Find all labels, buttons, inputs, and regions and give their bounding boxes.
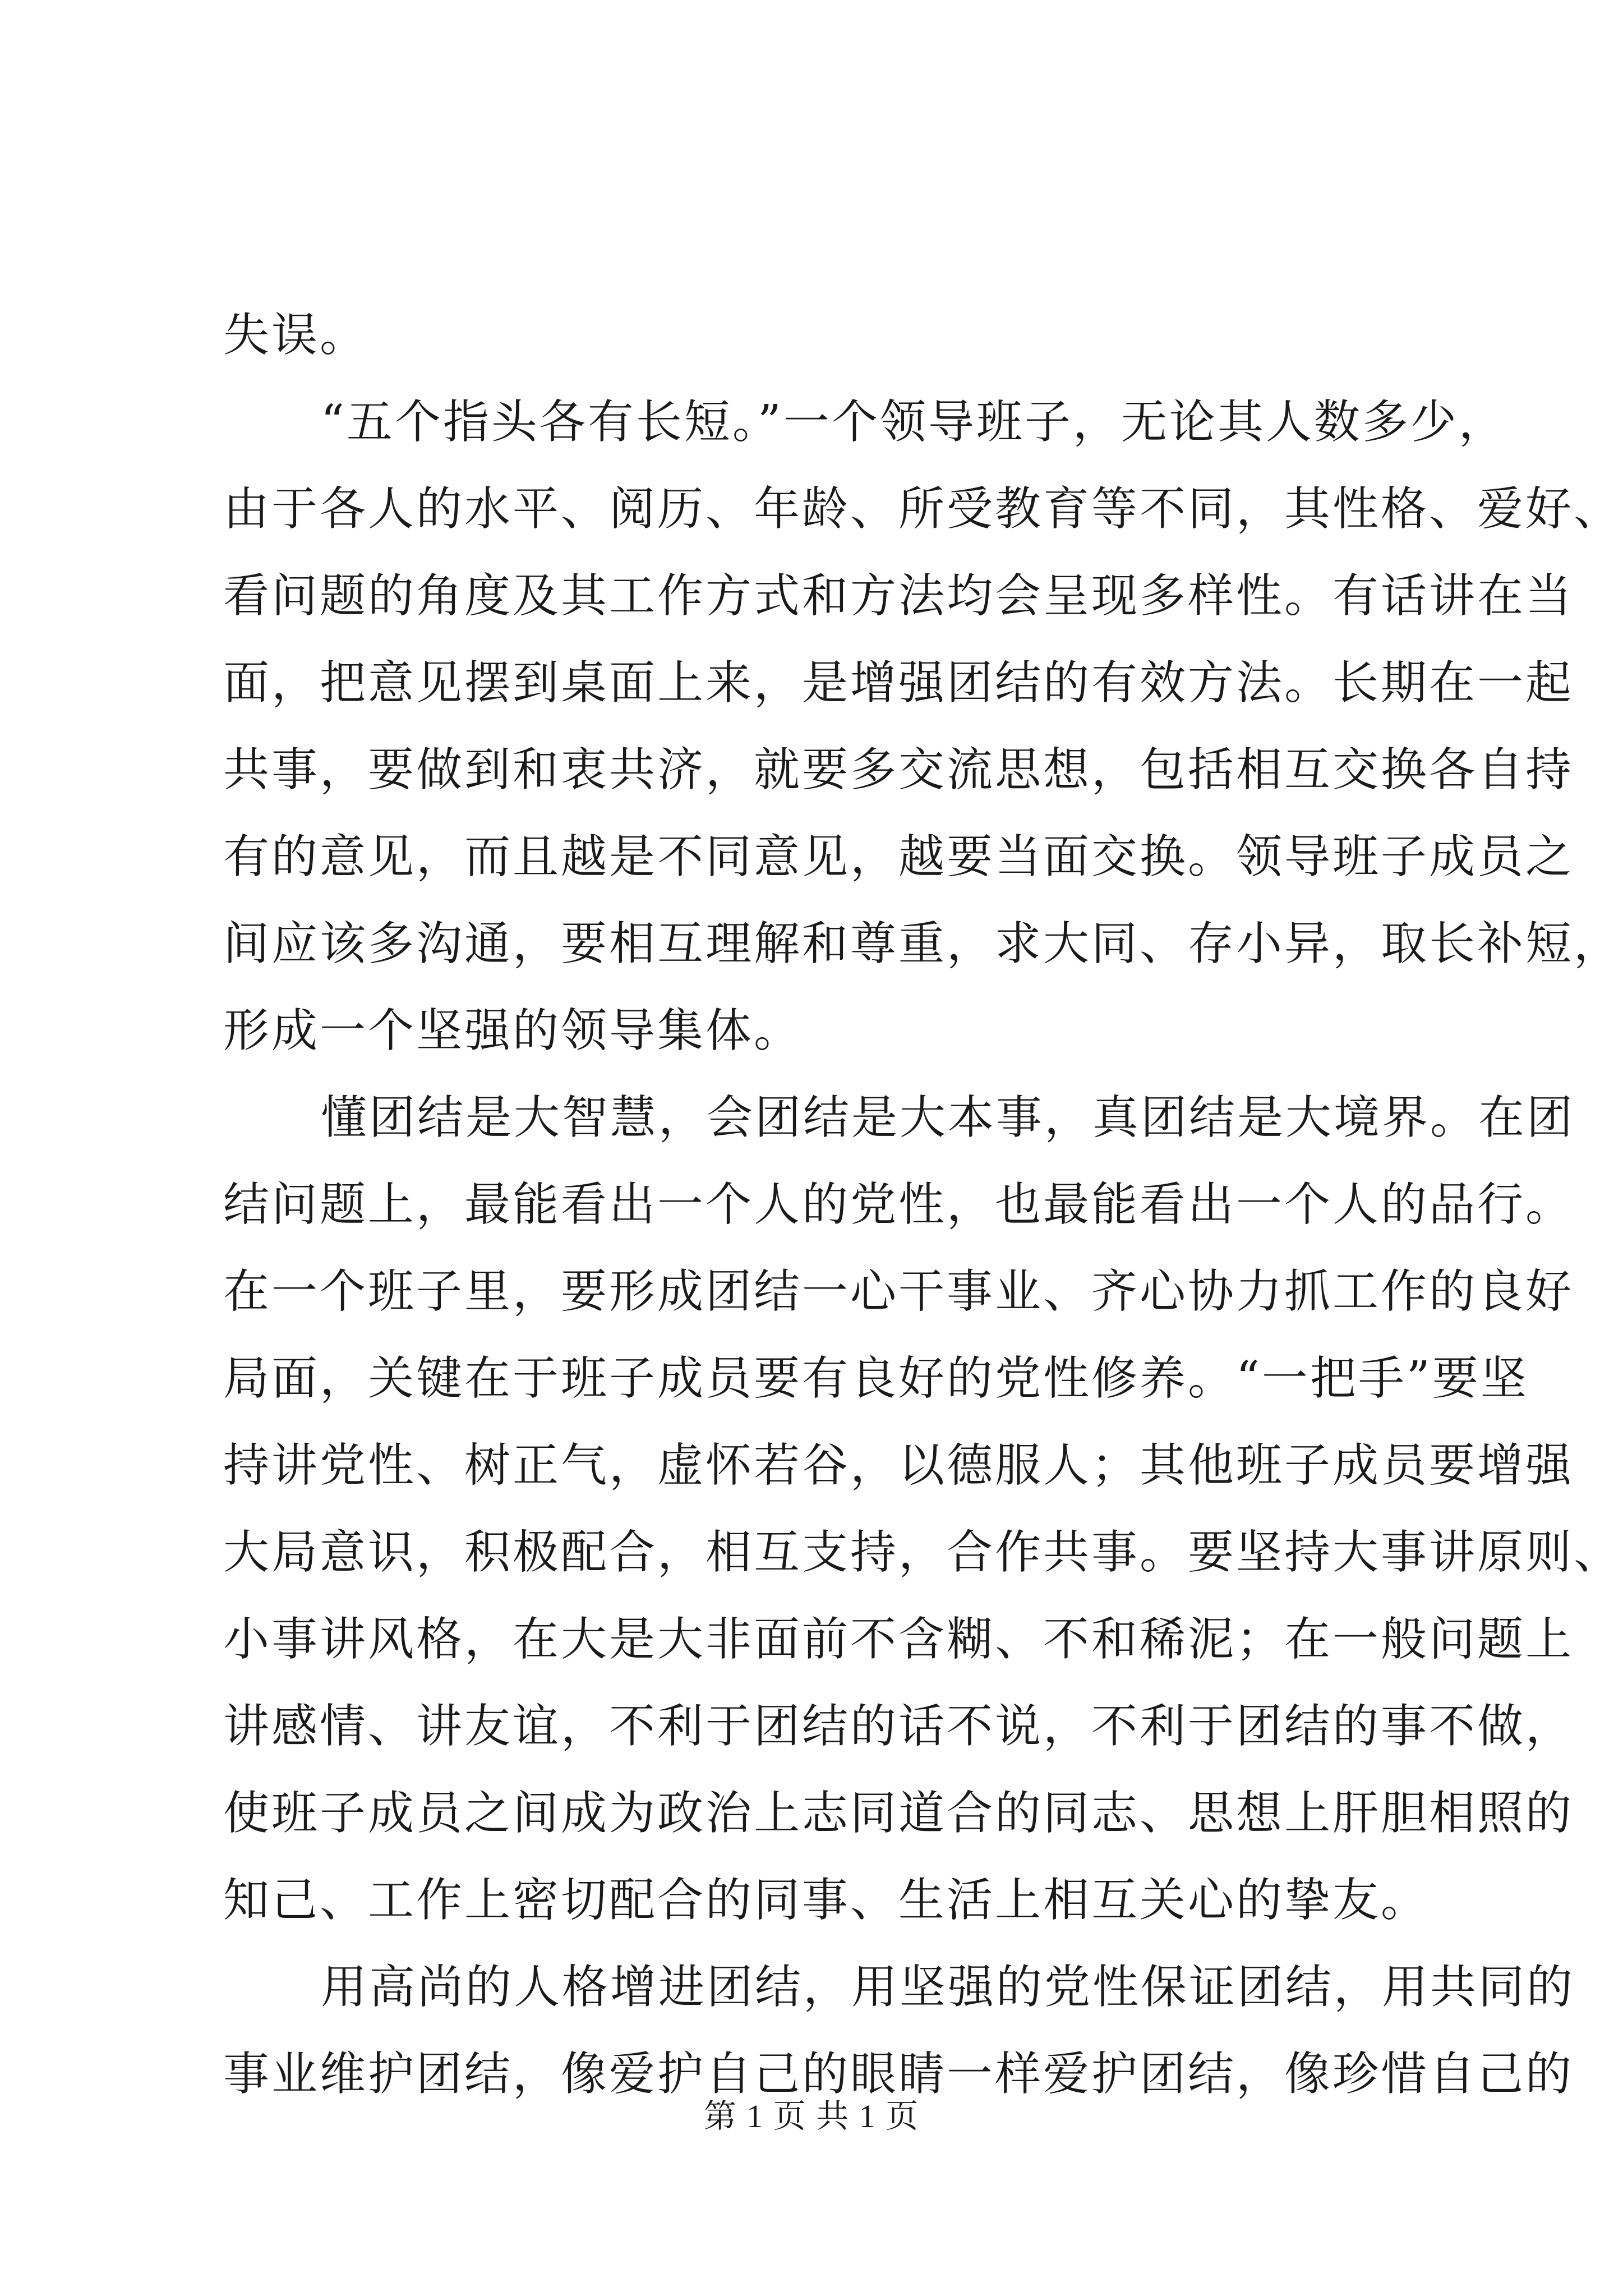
text-line: 面，把意见摆到桌面上来，是增强团结的有效方法。长期在一起 xyxy=(223,656,1574,710)
document-body xyxy=(223,292,1622,2118)
text-line: 形成一个坚强的领导集体。 xyxy=(223,1004,803,1057)
text-line: 讲感情、讲友谊，不利于团结的话不说，不利于团结的事不做， xyxy=(223,1700,1574,1753)
text-line: 在一个班子里，要形成团结一心干事业、齐心协力抓工作的良好 xyxy=(223,1265,1574,1318)
text-line: 失误。 xyxy=(223,309,368,362)
paragraph xyxy=(223,1074,1622,1944)
text-line: 知己、工作上密切配合的同事、生活上相互关心的挚友。 xyxy=(223,1874,1430,1927)
text-line: 间应该多沟通，要相互理解和尊重，求大同、存小异，取长补短， xyxy=(223,917,1622,970)
text-line: 共事，要做到和衷共济，就要多交流思想，包括相互交换各自持 xyxy=(223,743,1574,797)
page-number-label: 第 1 页 共 1 页 xyxy=(703,2098,920,2134)
paragraph xyxy=(223,379,1622,1074)
paragraph xyxy=(223,292,1423,379)
text-line: 事业维护团结，像爱护自己的眼睛一样爱护团结，像珍惜自己的 xyxy=(223,2047,1574,2101)
text-line: 由于各人的水平、阅历、年龄、所受教育等不同，其性格、爱好、 xyxy=(223,482,1622,536)
text-line: 大局意识，积极配合，相互支持，合作共事。要坚持大事讲原则、 xyxy=(223,1526,1622,1579)
text-line: 用高尚的人格增进团结，用坚强的党性保证团结，用共同的 xyxy=(321,1961,1575,2014)
text-line: 使班子成员之间成为政治上志同道合的同志、思想上肝胆相照的 xyxy=(223,1787,1574,1840)
text-line: 懂团结是大智慧，会团结是大本事，真团结是大境界。在团 xyxy=(321,1091,1575,1144)
page-footer xyxy=(0,2090,1623,2137)
text-line: 持讲党性、树正气，虚怀若谷，以德服人；其他班子成员要增强 xyxy=(223,1439,1574,1492)
text-line: 小事讲风格，在大是大非面前不含糊、不和稀泥；在一般问题上 xyxy=(223,1613,1574,1666)
text-line: 局面，关键在于班子成员要有良好的党性修养。“一把手”要坚 xyxy=(223,1352,1529,1405)
text-line: 结问题上，最能看出一个人的党性，也最能看出一个人的品行。 xyxy=(223,1178,1574,1231)
text-line: 看问题的角度及其工作方式和方法均会呈现多样性。有话讲在当 xyxy=(223,569,1574,623)
text-line: 有的意见，而且越是不同意见，越要当面交换。领导班子成员之 xyxy=(223,830,1574,884)
text-line: “五个指头各有长短。”一个领导班子，无论其人数多少， xyxy=(321,395,1507,449)
